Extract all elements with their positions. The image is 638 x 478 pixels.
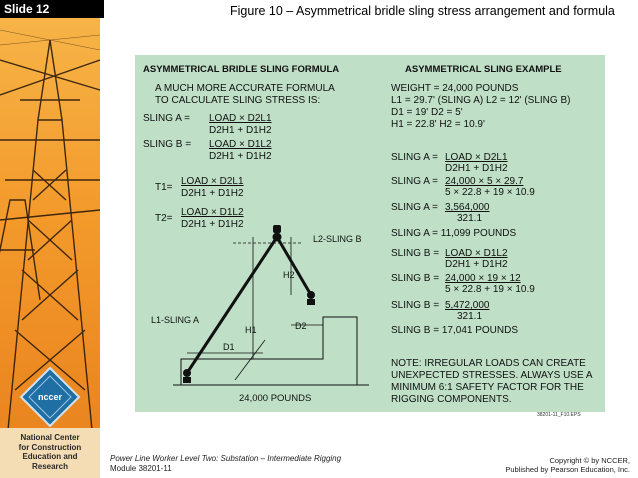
nccer-logo	[19, 366, 81, 428]
example-b-step3-prefix: SLING B =	[391, 300, 440, 311]
example-b-step1-prefix: SLING B =	[391, 248, 440, 259]
sling-b-formula-prefix: SLING B =	[143, 139, 192, 150]
sling-lengths: L1 = 29.7' (SLING A) L2 = 12' (SLING B)	[391, 95, 571, 106]
example-a-step2-numerator: 24,000 × 5 × 29.7	[445, 176, 524, 187]
sling-a-formula-prefix: SLING A =	[143, 113, 190, 124]
intro-line-2: TO CALCULATE SLING STRESS IS:	[155, 95, 321, 106]
example-a-step2-denominator: 5 × 22.8 + 19 × 10.9	[445, 187, 535, 198]
h-values: H1 = 22.8' H2 = 10.9'	[391, 119, 485, 130]
example-a-step2-prefix: SLING A =	[391, 176, 438, 187]
l2-sling-b-label: L2-SLING B	[313, 234, 362, 244]
figure-panel	[135, 55, 605, 412]
t1-formula-denominator: D2H1 + D1H2	[181, 188, 244, 199]
note-line-4: RIGGING COMPONENTS.	[391, 394, 512, 405]
note-line-2: UNEXPECTED STRESSES. ALWAYS USE A	[391, 370, 593, 381]
sidebar	[0, 0, 100, 478]
figure-id: 38201-11_F10.EPS	[537, 412, 581, 418]
l1-sling-a-label: L1-SLING A	[151, 315, 200, 325]
organization-name: National Center for Construction Education and Research	[0, 428, 100, 478]
sling-a-formula-numerator: LOAD × D2L1	[209, 113, 272, 124]
example-a-step1-numerator: LOAD × D2L1	[445, 152, 508, 163]
example-b-step1-numerator: LOAD × D1L2	[445, 248, 508, 259]
example-a-step3-prefix: SLING A =	[391, 202, 438, 213]
t2-formula-prefix: T2=	[155, 213, 173, 224]
d2-label: D2	[295, 321, 307, 331]
example-a-step1-prefix: SLING A =	[391, 152, 438, 163]
bridle-sling-diagram	[151, 225, 373, 410]
example-b-step2-prefix: SLING B =	[391, 273, 440, 284]
footer-copyright: Copyright © by NCCER, Published by Pearson Education, Inc.	[505, 456, 630, 474]
example-b-step3-numerator: 5,472,000	[445, 300, 490, 311]
intro-line-1: A MUCH MORE ACCURATE FORMULA	[155, 83, 335, 94]
formula-heading: ASYMMETRICAL BRIDLE SLING FORMULA	[143, 64, 340, 75]
page-title: Figure 10 – Asymmetrical bridle sling stress arrangement and formula	[230, 4, 615, 18]
example-a-result: SLING A = 11,099 POUNDS	[391, 228, 517, 239]
svg-text:nccer: nccer	[37, 392, 63, 402]
example-b-step2-numerator: 24,000 × 19 × 12	[445, 273, 521, 284]
example-heading: ASYMMETRICAL SLING EXAMPLE	[405, 64, 562, 75]
example-a-step3-numerator: 3,564,000	[445, 202, 490, 213]
sling-a-formula-denominator: D2H1 + D1H2	[209, 125, 272, 136]
example-a-step3-denominator: 321.1	[457, 213, 483, 224]
load-label: 24,000 POUNDS	[239, 393, 312, 404]
note-line-1: NOTE: IRREGULAR LOADS CAN CREATE	[391, 358, 586, 369]
note-line-3: MINIMUM 6:1 SAFETY FACTOR FOR THE	[391, 382, 584, 393]
example-b-step3-denominator: 321.1	[457, 311, 483, 322]
example-a-step1-denominator: D2H1 + D1H2	[445, 163, 508, 174]
footer-course: Power Line Worker Level Two: Substation – Intermediate Rigging Module 38201-11	[110, 454, 342, 473]
t1-formula-numerator: LOAD × D2L1	[181, 176, 244, 187]
example-b-result: SLING B = 17,041 POUNDS	[391, 325, 519, 336]
d1-label: D1	[223, 342, 235, 352]
example-b-step2-denominator: 5 × 22.8 + 19 × 10.9	[445, 284, 535, 295]
t2-formula-numerator: LOAD × D1L2	[181, 207, 244, 218]
sling-b-formula-numerator: LOAD × D1L2	[209, 139, 272, 150]
example-b-step1-denominator: D2H1 + D1H2	[445, 259, 508, 270]
sling-b-formula-denominator: D2H1 + D1H2	[209, 151, 272, 162]
t2-formula-denominator: D2H1 + D1H2	[181, 219, 244, 230]
h2-label: H2	[283, 270, 295, 280]
t1-formula-prefix: T1=	[155, 182, 173, 193]
d-values: D1 = 19' D2 = 5'	[391, 107, 463, 118]
h1-label: H1	[245, 325, 257, 335]
slide-number: Slide 12	[0, 0, 104, 18]
weight-value: WEIGHT = 24,000 POUNDS	[391, 83, 519, 94]
